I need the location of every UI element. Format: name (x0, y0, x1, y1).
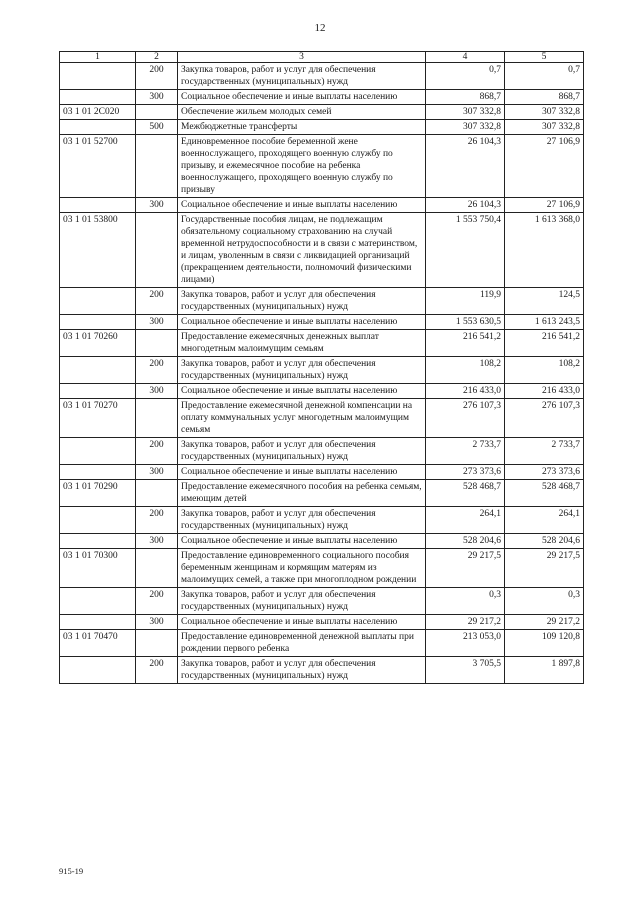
row-description: Закупка товаров, работ и услуг для обеспечения государственных (муниципальных) нужд (178, 288, 426, 315)
row-code (60, 507, 136, 534)
amount-col4: 119,9 (426, 288, 505, 315)
row-code (60, 465, 136, 480)
amount-col4: 307 332,8 (426, 120, 505, 135)
amount-col5: 868,7 (505, 90, 584, 105)
amount-col4: 2 733,7 (426, 438, 505, 465)
amount-col4: 216 541,2 (426, 330, 505, 357)
row-code: 03 1 01 70290 (60, 480, 136, 507)
row-code: 03 1 01 53800 (60, 213, 136, 288)
expense-type: 200 (136, 657, 178, 684)
amount-col5: 307 332,8 (505, 105, 584, 120)
expense-type: 500 (136, 120, 178, 135)
amount-col4: 528 204,6 (426, 534, 505, 549)
amount-col4: 108,2 (426, 357, 505, 384)
expense-type (136, 480, 178, 507)
amount-col4: 26 104,3 (426, 135, 505, 198)
amount-col5: 29 217,5 (505, 549, 584, 588)
table-row (60, 549, 584, 588)
amount-col4: 29 217,5 (426, 549, 505, 588)
expense-type: 200 (136, 357, 178, 384)
amount-col5: 27 106,9 (505, 135, 584, 198)
expense-type: 300 (136, 615, 178, 630)
table-row (60, 357, 584, 384)
amount-col4: 1 553 750,4 (426, 213, 505, 288)
row-description: Закупка товаров, работ и услуг для обеспечения государственных (муниципальных) нужд (178, 438, 426, 465)
row-code (60, 198, 136, 213)
amount-col5: 528 468,7 (505, 480, 584, 507)
row-code (60, 438, 136, 465)
row-code: 03 1 01 70270 (60, 399, 136, 438)
amount-col5: 1 897,8 (505, 657, 584, 684)
row-description: Закупка товаров, работ и услуг для обеспечения государственных (муниципальных) нужд (178, 507, 426, 534)
amount-col5: 307 332,8 (505, 120, 584, 135)
row-code (60, 315, 136, 330)
table-header-row (60, 52, 584, 63)
row-description: Единовременное пособие беременной жене военнослужащего, проходящего военную службу по призыву, и ежемесячное пособие на ребенка военнослужащего, проходящего военную службу по призыву (178, 135, 426, 198)
amount-col5: 528 204,6 (505, 534, 584, 549)
row-code: 03 1 01 70260 (60, 330, 136, 357)
amount-col5: 1 613 243,5 (505, 315, 584, 330)
amount-col5: 216 433,0 (505, 384, 584, 399)
amount-col5: 216 541,2 (505, 330, 584, 357)
table-row (60, 465, 584, 480)
table-row (60, 615, 584, 630)
table-row (60, 630, 584, 657)
row-description: Социальное обеспечение и иные выплаты населению (178, 198, 426, 213)
row-description: Социальное обеспечение и иные выплаты населению (178, 384, 426, 399)
row-code (60, 384, 136, 399)
row-code (60, 357, 136, 384)
table-row (60, 198, 584, 213)
table-row (60, 399, 584, 438)
amount-col4: 276 107,3 (426, 399, 505, 438)
amount-col5: 27 106,9 (505, 198, 584, 213)
amount-col4: 1 553 630,5 (426, 315, 505, 330)
row-description: Предоставление ежемесячного пособия на ребенка семьям, имеющим детей (178, 480, 426, 507)
table-row (60, 135, 584, 198)
amount-col5: 0,7 (505, 63, 584, 90)
amount-col4: 868,7 (426, 90, 505, 105)
expense-type (136, 549, 178, 588)
expense-type (136, 330, 178, 357)
table-body (60, 63, 584, 684)
amount-col5: 2 733,7 (505, 438, 584, 465)
row-description: Предоставление единовременного социального пособия беременным женщинам и кормящим матерям из малоимущих семей, а также при многоплодном рождении (178, 549, 426, 588)
amount-col4: 0,7 (426, 63, 505, 90)
amount-col5: 0,3 (505, 588, 584, 615)
table-row (60, 120, 584, 135)
amount-col4: 213 053,0 (426, 630, 505, 657)
amount-col5: 124,5 (505, 288, 584, 315)
row-description: Социальное обеспечение и иные выплаты населению (178, 534, 426, 549)
row-code: 03 1 01 70470 (60, 630, 136, 657)
expense-type: 300 (136, 315, 178, 330)
table-row (60, 438, 584, 465)
table-row (60, 480, 584, 507)
expense-type (136, 630, 178, 657)
row-description: Государственные пособия лицам, не подлежащим обязательному социальному страхованию на случай временной нетрудоспособности и в связи с материнством, и лицам, уволенным в связи с ликвидацией организаций (прекращением деятельности, полномочий физическими лицами) (178, 213, 426, 288)
amount-col4: 264,1 (426, 507, 505, 534)
expense-type: 300 (136, 384, 178, 399)
expense-type: 200 (136, 588, 178, 615)
amount-col4: 3 705,5 (426, 657, 505, 684)
expense-type (136, 105, 178, 120)
expense-type: 300 (136, 465, 178, 480)
row-code: 03 1 01 52700 (60, 135, 136, 198)
row-code (60, 588, 136, 615)
amount-col5: 264,1 (505, 507, 584, 534)
row-description: Социальное обеспечение и иные выплаты населению (178, 315, 426, 330)
expense-type: 200 (136, 507, 178, 534)
table-row (60, 330, 584, 357)
row-description: Межбюджетные трансферты (178, 120, 426, 135)
table-row (60, 63, 584, 90)
expense-type: 300 (136, 198, 178, 213)
amount-col5: 109 120,8 (505, 630, 584, 657)
table-row (60, 534, 584, 549)
amount-col4: 29 217,2 (426, 615, 505, 630)
expense-type (136, 135, 178, 198)
row-description: Социальное обеспечение и иные выплаты населению (178, 615, 426, 630)
column-header: 1 (60, 52, 136, 63)
amount-col4: 528 468,7 (426, 480, 505, 507)
row-description: Обеспечение жильем молодых семей (178, 105, 426, 120)
row-description: Закупка товаров, работ и услуг для обеспечения государственных (муниципальных) нужд (178, 63, 426, 90)
row-code (60, 534, 136, 549)
amount-col4: 0,3 (426, 588, 505, 615)
row-description: Предоставление ежемесячной денежной компенсации на оплату коммунальных услуг многодетным малоимущим семьям (178, 399, 426, 438)
page-number: 12 (314, 22, 326, 34)
table-row (60, 384, 584, 399)
expense-type: 200 (136, 438, 178, 465)
table-row (60, 507, 584, 534)
expense-type: 200 (136, 288, 178, 315)
amount-col5: 1 613 368,0 (505, 213, 584, 288)
expense-type: 300 (136, 534, 178, 549)
expense-type: 200 (136, 63, 178, 90)
table-row (60, 105, 584, 120)
row-description: Закупка товаров, работ и услуг для обеспечения государственных (муниципальных) нужд (178, 588, 426, 615)
column-header: 5 (505, 52, 584, 63)
column-header: 4 (426, 52, 505, 63)
row-code (60, 657, 136, 684)
table-row (60, 90, 584, 105)
table-row (60, 588, 584, 615)
table-row (60, 315, 584, 330)
table-row (60, 288, 584, 315)
table-row (60, 657, 584, 684)
amount-col4: 273 373,6 (426, 465, 505, 480)
row-code: 03 1 01 2C020 (60, 105, 136, 120)
row-description: Предоставление ежемесячных денежных выплат многодетным малоимущим семьям (178, 330, 426, 357)
column-header: 3 (178, 52, 426, 63)
table-row (60, 213, 584, 288)
row-code (60, 63, 136, 90)
row-description: Предоставление единовременной денежной выплаты при рождении первого ребенка (178, 630, 426, 657)
row-code (60, 120, 136, 135)
row-description: Социальное обеспечение и иные выплаты населению (178, 90, 426, 105)
row-code (60, 288, 136, 315)
amount-col4: 26 104,3 (426, 198, 505, 213)
amount-col5: 276 107,3 (505, 399, 584, 438)
amount-col4: 307 332,8 (426, 105, 505, 120)
row-description: Закупка товаров, работ и услуг для обеспечения государственных (муниципальных) нужд (178, 657, 426, 684)
row-description: Закупка товаров, работ и услуг для обеспечения государственных (муниципальных) нужд (178, 357, 426, 384)
row-code (60, 90, 136, 105)
column-header: 2 (136, 52, 178, 63)
budget-table (59, 51, 584, 684)
amount-col4: 216 433,0 (426, 384, 505, 399)
row-code (60, 615, 136, 630)
amount-col5: 29 217,2 (505, 615, 584, 630)
expense-type (136, 213, 178, 288)
expense-type: 300 (136, 90, 178, 105)
expense-type (136, 399, 178, 438)
row-code: 03 1 01 70300 (60, 549, 136, 588)
document-code: 915-19 (59, 866, 84, 876)
amount-col5: 273 373,6 (505, 465, 584, 480)
row-description: Социальное обеспечение и иные выплаты населению (178, 465, 426, 480)
amount-col5: 108,2 (505, 357, 584, 384)
